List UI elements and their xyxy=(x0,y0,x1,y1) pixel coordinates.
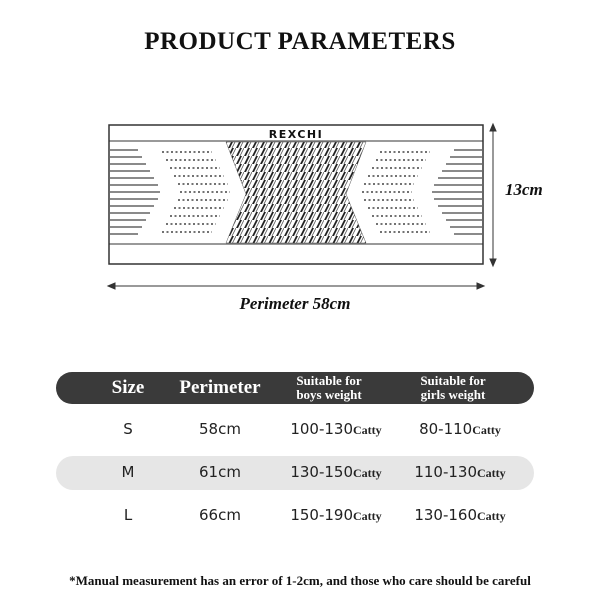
waist-belt-illustration xyxy=(108,124,484,266)
cell-girls-weight: 110-130Catty xyxy=(414,463,506,481)
header-perimeter: Perimeter xyxy=(179,377,261,398)
table-header xyxy=(56,372,534,404)
cell-perimeter: 61cm xyxy=(199,463,241,481)
cell-boys-weight: 100-130Catty xyxy=(290,420,382,438)
cell-size: S xyxy=(123,420,133,438)
size-table xyxy=(56,372,534,533)
cell-perimeter: 58cm xyxy=(199,420,241,438)
cell-size: M xyxy=(121,463,135,481)
cell-boys-weight: 130-150Catty xyxy=(290,463,382,481)
cell-girls-weight: 80-110Catty xyxy=(419,420,501,438)
table-row xyxy=(56,499,534,533)
cell-size: L xyxy=(123,506,133,524)
cell-perimeter: 66cm xyxy=(199,506,241,524)
cell-boys-weight: 150-190Catty xyxy=(290,506,382,524)
header-girls-weight: Suitable for girls weight xyxy=(420,373,486,402)
page-title: PRODUCT PARAMETERS xyxy=(144,28,456,55)
header-boys-weight: Suitable for boys weight xyxy=(296,373,362,402)
cell-girls-weight: 130-160Catty xyxy=(414,506,506,524)
measurement-note: *Manual measurement has an error of 1-2cm, and those who care should be careful xyxy=(69,573,531,588)
table-row xyxy=(56,456,534,490)
table-row xyxy=(56,413,534,447)
height-dimension-label: 13cm xyxy=(505,180,543,199)
perimeter-dimension-label: Perimeter 58cm xyxy=(239,294,351,313)
brand-logo-text: REXCHI xyxy=(268,128,324,141)
header-size: Size xyxy=(111,377,145,398)
